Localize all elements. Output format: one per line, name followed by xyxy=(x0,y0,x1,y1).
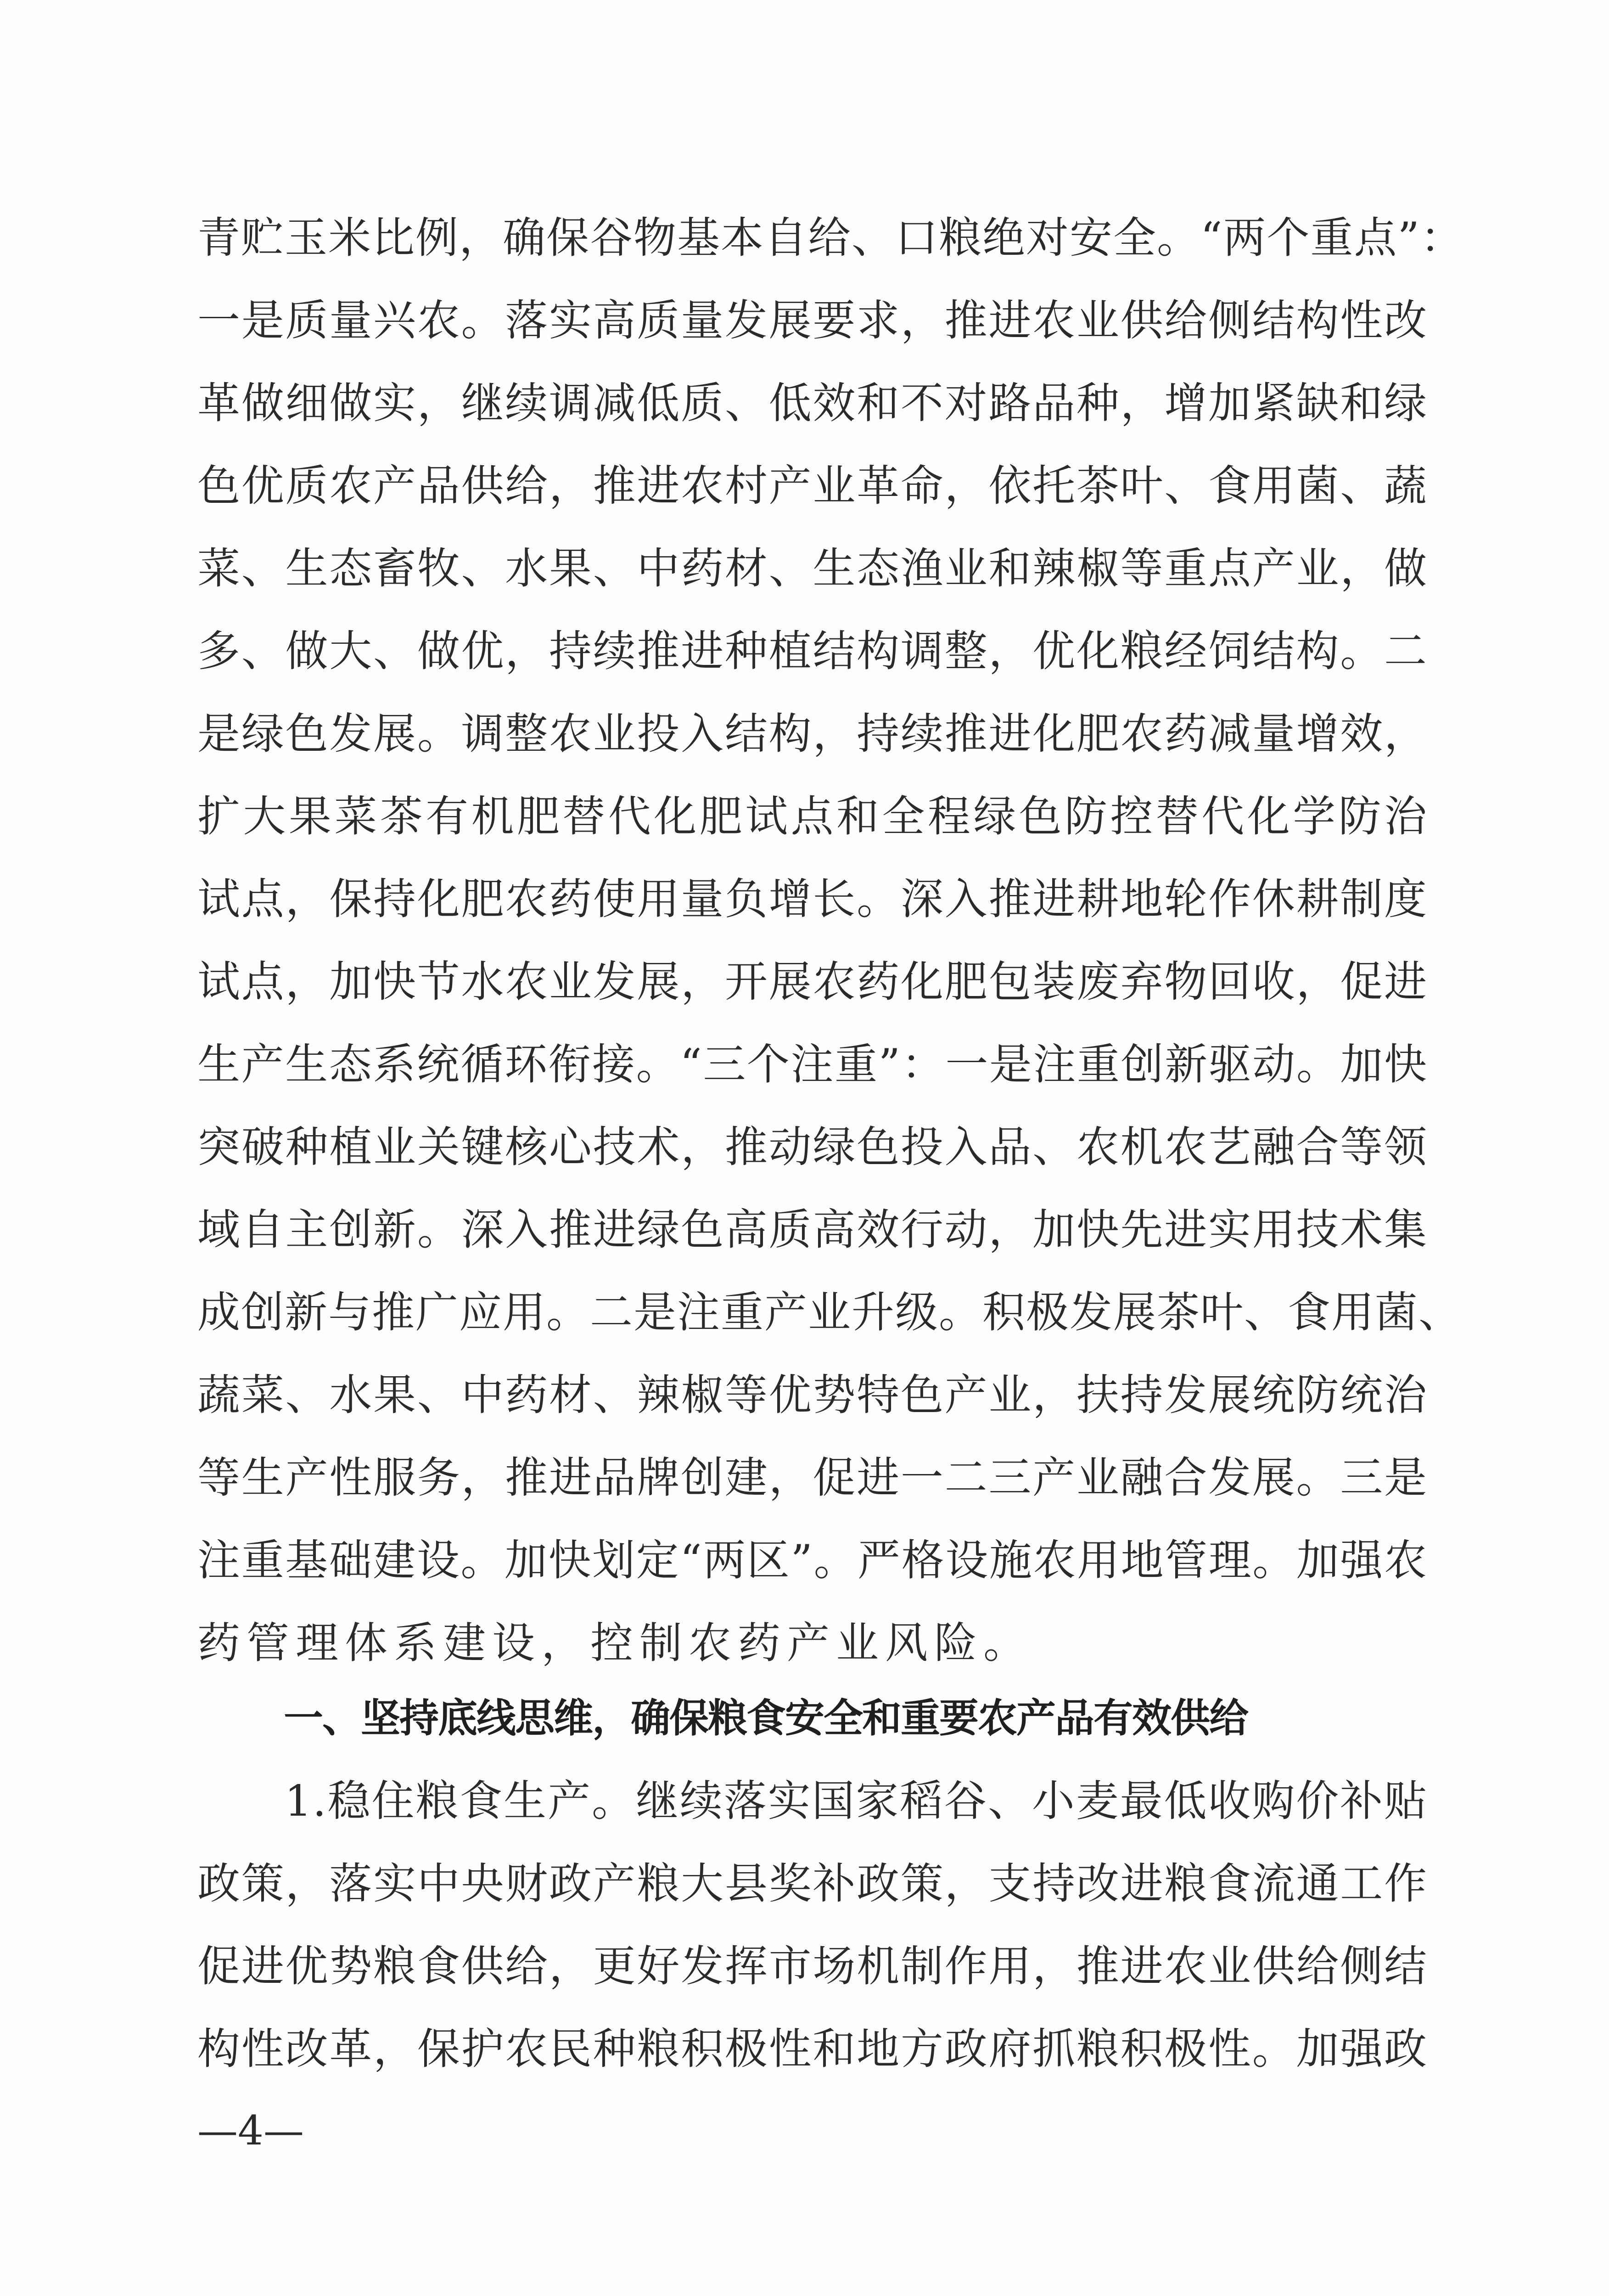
section-line: 政策，落实中央财政产粮大县奖补政策，支持改进粮食流通工作 xyxy=(197,1859,1428,1908)
body-line: 是绿色发展。调整农业投入结构，持续推进化肥农药减量增效， xyxy=(197,709,1428,759)
body-line: 菜、生态畜牧、水果、中药材、生态渔业和辣椒等重点产业，做 xyxy=(197,544,1428,593)
body-line: 蔬菜、水果、中药材、辣椒等优势特色产业，扶持发展统防统治 xyxy=(197,1370,1428,1420)
body-line: 生产生态系统循环衔接。“三个注重”：一是注重创新驱动。加快 xyxy=(197,1040,1428,1089)
body-line: 成创新与推广应用。二是注重产业升级。积极发展茶叶、食用菌、 xyxy=(197,1288,1462,1337)
body-line: 青贮玉米比例，确保谷物基本自给、口粮绝对安全。“两个重点”： xyxy=(197,213,1464,263)
body-line: 注重基础建设。加快划定“两区”。严格设施农用地管理。加强农 xyxy=(197,1536,1428,1585)
body-line: 等生产性服务，推进品牌创建，促进一二三产业融合发展。三是 xyxy=(197,1453,1428,1503)
body-text xyxy=(197,197,1464,1684)
section-line: 构性改革，保护农民种粮积极性和地方政府抓粮积极性。加强政 xyxy=(197,2024,1428,2074)
body-line: 一是质量兴农。落实高质量发展要求，推进农业供给侧结构性改 xyxy=(197,296,1428,345)
body-line: 试点，保持化肥农药使用量负增长。深入推进耕地轮作休耕制度 xyxy=(197,874,1428,924)
body-line: 革做细做实，继续调减低质、低效和不对路品种，增加紧缺和绿 xyxy=(197,378,1428,428)
body-line: 扩大果菜茶有机肥替代化肥试点和全程绿色防控替代化学防治 xyxy=(197,792,1428,841)
section-heading: 一、坚持底线思维，确保粮食安全和重要农产品有效供给 xyxy=(284,1695,1248,1741)
page-number: —4— xyxy=(197,2107,304,2154)
body-line: 域自主创新。深入推进绿色高质高效行动，加快先进实用技术集 xyxy=(197,1205,1428,1255)
body-line: 多、做大、做优，持续推进种植结构调整，优化粮经饲结构。二 xyxy=(197,626,1428,676)
section-line: 1.稳住粮食生产。继续落实国家稻谷、小麦最低收购价补贴 xyxy=(285,1776,1428,1826)
section-line: 促进优势粮食供给，更好发挥市场机制作用，推进农业供给侧结 xyxy=(197,1941,1428,1991)
body-line: 药管理体系建设，控制农药产业风险。 xyxy=(197,1618,1032,1668)
body-line: 突破种植业关键核心技术，推动绿色投入品、农机农艺融合等领 xyxy=(197,1122,1428,1172)
body-line: 试点，加快节水农业发展，开展农药化肥包装废弃物回收，促进 xyxy=(197,957,1428,1007)
body-line: 色优质农产品供给，推进农村产业革命，依托茶叶、食用菌、蔬 xyxy=(197,461,1428,511)
section-body xyxy=(197,1760,1428,2090)
